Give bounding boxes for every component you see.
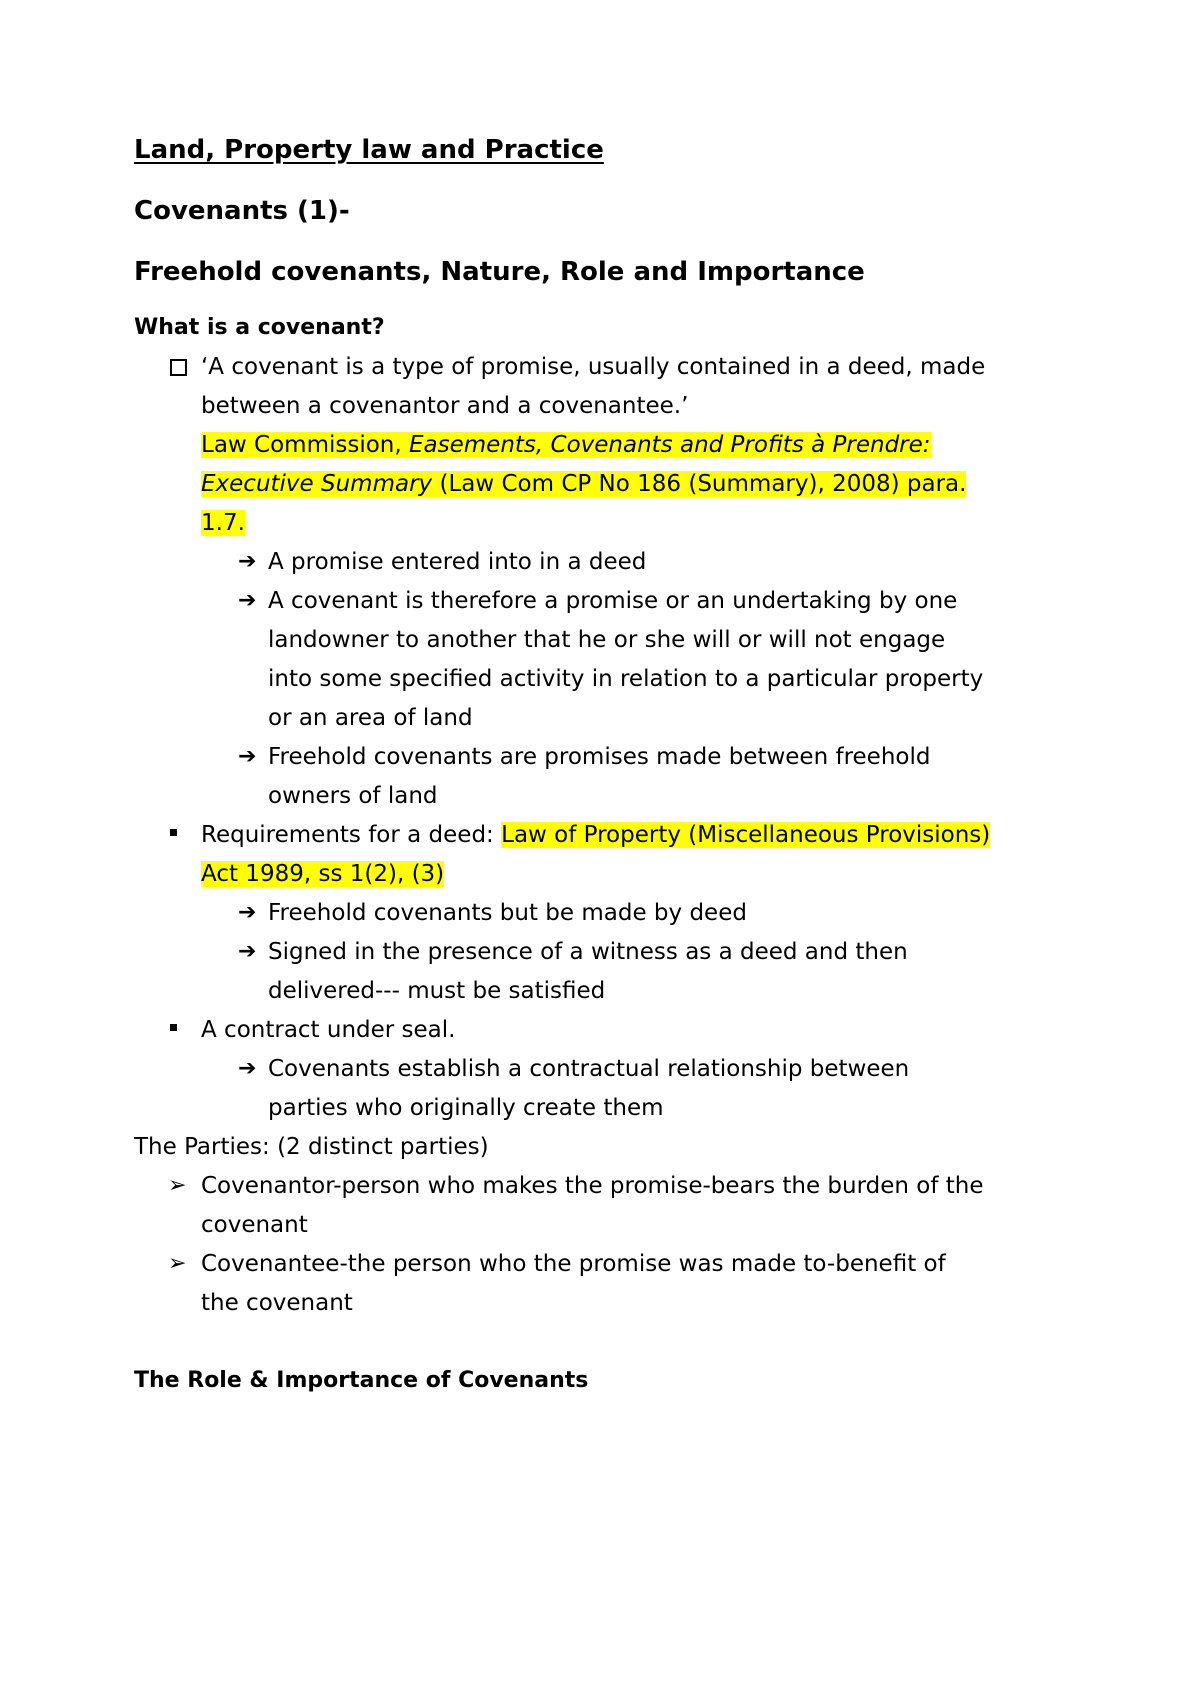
arrow-item-2-cont-3: or an area of land (268, 705, 473, 731)
citation-author: Law Commission, (201, 432, 409, 458)
party-covenantor-cont: covenant (201, 1212, 308, 1238)
arrow2-item-1: Freehold covenants but be made by deed (268, 900, 747, 926)
arrow3-item-1: Covenants establish a contractual relationship between (268, 1056, 910, 1082)
square-bullet-icon (170, 1024, 177, 1031)
checkbox-bullet-icon (170, 359, 187, 376)
citation-title-cont: Executive Summary (201, 471, 433, 497)
arrow-item-2-cont-1: landowner to another that he or she will or will not engage (268, 627, 946, 653)
arrow3-item-1-cont: parties who originally create them (268, 1095, 664, 1121)
contract-item: A contract under seal. (201, 1017, 456, 1043)
arrow-item-3-cont: owners of land (268, 783, 438, 809)
parties-heading: The Parties: (2 distinct parties) (134, 1134, 489, 1160)
quote-line-1: ‘A covenant is a type of promise, usually contained in a deed, made (201, 354, 986, 380)
document-title: Land, Property law and Practice (134, 135, 604, 165)
arrow-item-3: Freehold covenants are promises made between freehold (268, 744, 931, 770)
citation-reference: (Law Com CP No 186 (Summary), 2008) para. (432, 471, 967, 497)
requirements-act-cont: Act 1989, ss 1(2), (3) (201, 861, 445, 887)
citation-line-2 (201, 467, 966, 501)
arrow-item-1: A promise entered into in a deed (268, 549, 647, 575)
subtitle-covenants: Covenants (1)- (134, 196, 350, 226)
section-heading-what-is: What is a covenant? (134, 315, 385, 340)
right-arrow-icon: ➔ (238, 939, 257, 964)
arrow-item-2-cont-2: into some specified activity in relation to a particular property (268, 666, 984, 692)
subtitle-freehold: Freehold covenants, Nature, Role and Importance (134, 257, 865, 287)
chevron-bullet-icon: ➢ (168, 1251, 187, 1276)
right-arrow-icon: ➔ (238, 549, 257, 574)
party-covenantor: Covenantor-person who makes the promise-bears the burden of the (201, 1173, 984, 1199)
right-arrow-icon: ➔ (238, 588, 257, 613)
right-arrow-icon: ➔ (238, 744, 257, 769)
arrow2-item-2-cont: delivered--- must be satisfied (268, 978, 606, 1004)
square-bullet-icon (170, 829, 177, 836)
requirements-line-1 (201, 818, 990, 852)
quote-line-2: between a covenantor and a covenantee.’ (201, 393, 689, 419)
arrow2-item-2: Signed in the presence of a witness as a deed and then (268, 939, 908, 965)
right-arrow-icon: ➔ (238, 900, 257, 925)
requirements-label: Requirements for a deed: (201, 822, 502, 848)
arrow-item-2: A covenant is therefore a promise or an undertaking by one (268, 588, 958, 614)
requirements-line-2 (201, 857, 444, 891)
citation-para: 1.7. (201, 510, 245, 536)
citation-line-1 (201, 428, 931, 462)
right-arrow-icon: ➔ (238, 1056, 257, 1081)
citation-title: Easements, Covenants and Profits à Prendre: (409, 432, 931, 458)
citation-line-3 (201, 506, 245, 540)
party-covenantee: Covenantee-the person who the promise was made to-benefit of (201, 1251, 946, 1277)
section-heading-role: The Role & Importance of Covenants (134, 1368, 589, 1393)
chevron-bullet-icon: ➢ (168, 1173, 187, 1198)
requirements-act: Law of Property (Miscellaneous Provisions) (501, 822, 991, 848)
party-covenantee-cont: the covenant (201, 1290, 353, 1316)
